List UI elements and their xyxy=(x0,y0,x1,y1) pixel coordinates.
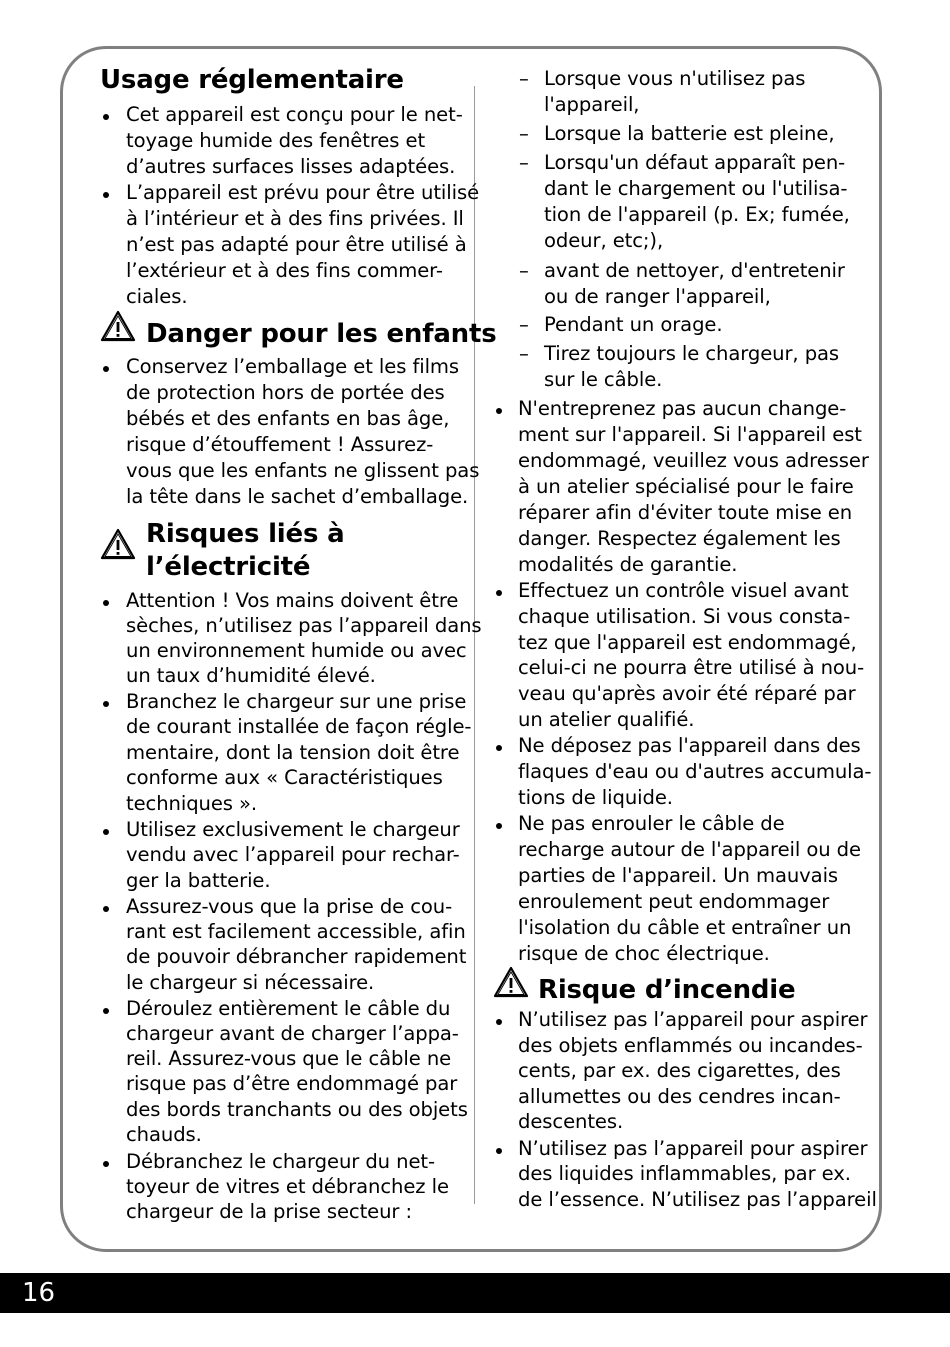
text-line: ger la batterie. xyxy=(126,869,271,892)
text-line: l'appareil, xyxy=(544,93,640,116)
text-line: celui-ci ne pourra être utilisé à nou- xyxy=(518,656,865,679)
text-line: enroulement peut endommager xyxy=(518,890,830,913)
text-line: des liquides inflammables, par ex. xyxy=(518,1162,851,1185)
bullet xyxy=(103,366,109,372)
text-line: avant de nettoyer, d'entretenir xyxy=(544,259,845,282)
text-line: N'entreprenez pas aucun change- xyxy=(518,397,847,420)
text-line: Débranchez le chargeur du net- xyxy=(126,1150,435,1173)
footer-bar xyxy=(0,1273,950,1313)
text-line: vous que les enfants ne glissent pas xyxy=(126,459,480,482)
heading-risques-electricite: Risques liés à xyxy=(146,519,345,549)
text-line: l'isolation du câble et entraîner un xyxy=(518,916,852,939)
text-line: N’utilisez pas l’appareil pour aspirer xyxy=(518,1008,868,1031)
text-line: risque pas d’être endommagé par xyxy=(126,1072,458,1095)
text-line: tion de l'appareil (p. Ex; fumée, xyxy=(544,203,850,226)
text-line: descentes. xyxy=(518,1110,624,1133)
text-line: Ne pas enrouler le câble de xyxy=(518,812,785,835)
text-line: flaques d'eau ou d'autres accumula- xyxy=(518,760,872,783)
bullet xyxy=(496,745,502,751)
text-line: un environnement humide ou avec xyxy=(126,639,467,662)
text-line: un taux d’humidité élevé. xyxy=(126,664,376,687)
dash-marker: – xyxy=(519,151,529,174)
text-line: modalités de garantie. xyxy=(518,553,738,576)
dash-marker: – xyxy=(519,122,529,145)
bullet xyxy=(103,1161,109,1167)
text-line: techniques ». xyxy=(126,792,258,815)
text-line: de protection hors de portée des xyxy=(126,381,445,404)
text-line: Déroulez entièrement le câble du xyxy=(126,997,451,1020)
text-line: parties de l'appareil. Un mauvais xyxy=(518,864,839,887)
text-line: Lorsque la batterie est pleine, xyxy=(544,122,835,145)
text-line: ciales. xyxy=(126,285,188,308)
text-line: vendu avec l’appareil pour rechar- xyxy=(126,843,460,866)
text-line: risque d’étouffement ! Assurez- xyxy=(126,433,434,456)
text-line: dant le chargement ou l'utilisa- xyxy=(544,177,848,200)
warning-triangle-icon xyxy=(493,966,529,998)
text-line: un atelier qualifié. xyxy=(518,708,695,731)
text-line: des bords tranchants ou des objets xyxy=(126,1098,468,1121)
text-line: Pendant un orage. xyxy=(544,313,723,336)
warning-triangle-icon xyxy=(100,528,136,560)
text-line: L’appareil est prévu pour être utilisé xyxy=(126,181,480,204)
text-line: d’autres surfaces lisses adaptées. xyxy=(126,155,456,178)
text-line: allumettes ou des cendres incan- xyxy=(518,1085,841,1108)
text-line: sur le câble. xyxy=(544,368,663,391)
text-line: réparer afin d'éviter toute mise en xyxy=(518,501,853,524)
text-line: veau qu'après avoir été réparé par xyxy=(518,682,856,705)
text-line: odeur, etc;), xyxy=(544,229,664,252)
heading-usage-reglementaire: Usage réglementaire xyxy=(100,65,404,95)
text-line: Cet appareil est conçu pour le net- xyxy=(126,103,463,126)
text-line: toyage humide des fenêtres et xyxy=(126,129,426,152)
dash-marker: – xyxy=(519,342,529,365)
text-line: des objets enflammés ou incandes- xyxy=(518,1034,863,1057)
text-line: danger. Respectez également les xyxy=(518,527,841,550)
text-line: à un atelier spécialisé pour le faire xyxy=(518,475,854,498)
text-line: Lorsqu'un défaut apparaît pen- xyxy=(544,151,846,174)
heading-risque-incendie: Risque d’incendie xyxy=(538,975,796,1005)
text-line: cents, par ex. des cigarettes, des xyxy=(518,1059,841,1082)
bullet xyxy=(103,114,109,120)
dash-marker: – xyxy=(519,313,529,336)
dash-marker: – xyxy=(519,259,529,282)
text-line: N’utilisez pas l’appareil pour aspirer xyxy=(518,1137,868,1160)
text-line: Conservez l’emballage et les films xyxy=(126,355,460,378)
text-line: chargeur de la prise secteur : xyxy=(126,1200,413,1223)
text-line: n’est pas adapté pour être utilisé à xyxy=(126,233,467,256)
bullet xyxy=(496,590,502,596)
bullet xyxy=(103,600,109,606)
bullet xyxy=(103,829,109,835)
text-line: sèches, n’utilisez pas l’appareil dans xyxy=(126,614,482,637)
warning-triangle-icon xyxy=(100,310,136,342)
text-line: chargeur avant de charger l’appa- xyxy=(126,1022,459,1045)
bullet xyxy=(496,408,502,414)
text-line: Ne déposez pas l'appareil dans des xyxy=(518,734,861,757)
bullet xyxy=(496,823,502,829)
text-line: de pouvoir débrancher rapidement xyxy=(126,945,467,968)
text-line: le chargeur si nécessaire. xyxy=(126,971,375,994)
text-line: risque de choc électrique. xyxy=(518,942,770,965)
text-line: Attention ! Vos mains doivent être xyxy=(126,589,459,612)
text-line: bébés et des enfants en bas âge, xyxy=(126,407,450,430)
dash-marker: – xyxy=(519,67,529,90)
text-line: Tirez toujours le chargeur, pas xyxy=(544,342,840,365)
bullet xyxy=(496,1019,502,1025)
text-line: Lorsque vous n'utilisez pas xyxy=(544,67,806,90)
text-line: rant est facilement accessible, afin xyxy=(126,920,466,943)
heading-danger-enfants: Danger pour les enfants xyxy=(146,319,497,349)
bullet xyxy=(496,1148,502,1154)
text-line: reil. Assurez-vous que le câble ne xyxy=(126,1047,452,1070)
text-line: recharge autour de l'appareil ou de xyxy=(518,838,861,861)
page-number: 16 xyxy=(22,1278,56,1308)
text-line: Effectuez un contrôle visuel avant xyxy=(518,579,849,602)
text-line: tez que l'appareil est endommagé, xyxy=(518,631,857,654)
text-line: Branchez le chargeur sur une prise xyxy=(126,690,467,713)
bullet xyxy=(103,1008,109,1014)
text-line: conforme aux « Caractéristiques xyxy=(126,766,443,789)
text-line: endommagé, veuillez vous adresser xyxy=(518,449,869,472)
text-line: tions de liquide. xyxy=(518,786,673,809)
bullet xyxy=(103,906,109,912)
bullet xyxy=(103,701,109,707)
text-line: ou de ranger l'appareil, xyxy=(544,285,771,308)
text-line: de courant installée de façon régle- xyxy=(126,715,472,738)
text-line: Utilisez exclusivement le chargeur xyxy=(126,818,460,841)
text-line: l’extérieur et à des fins commer- xyxy=(126,259,443,282)
text-line: de l’essence. N’utilisez pas l’appareil xyxy=(518,1188,877,1211)
heading-risques-electricite-line2: l’électricité xyxy=(146,552,311,582)
text-line: chaque utilisation. Si vous consta- xyxy=(518,605,851,628)
text-line: la tête dans le sachet d’emballage. xyxy=(126,485,469,508)
column-divider xyxy=(474,86,475,1204)
text-line: à l’intérieur et à des fins privées. Il xyxy=(126,207,464,230)
text-line: ment sur l'appareil. Si l'appareil est xyxy=(518,423,862,446)
text-line: Assurez-vous que la prise de cou- xyxy=(126,895,453,918)
text-line: chauds. xyxy=(126,1123,202,1146)
text-line: toyeur de vitres et débranchez le xyxy=(126,1175,449,1198)
bullet xyxy=(103,192,109,198)
text-line: mentaire, dont la tension doit être xyxy=(126,741,460,764)
